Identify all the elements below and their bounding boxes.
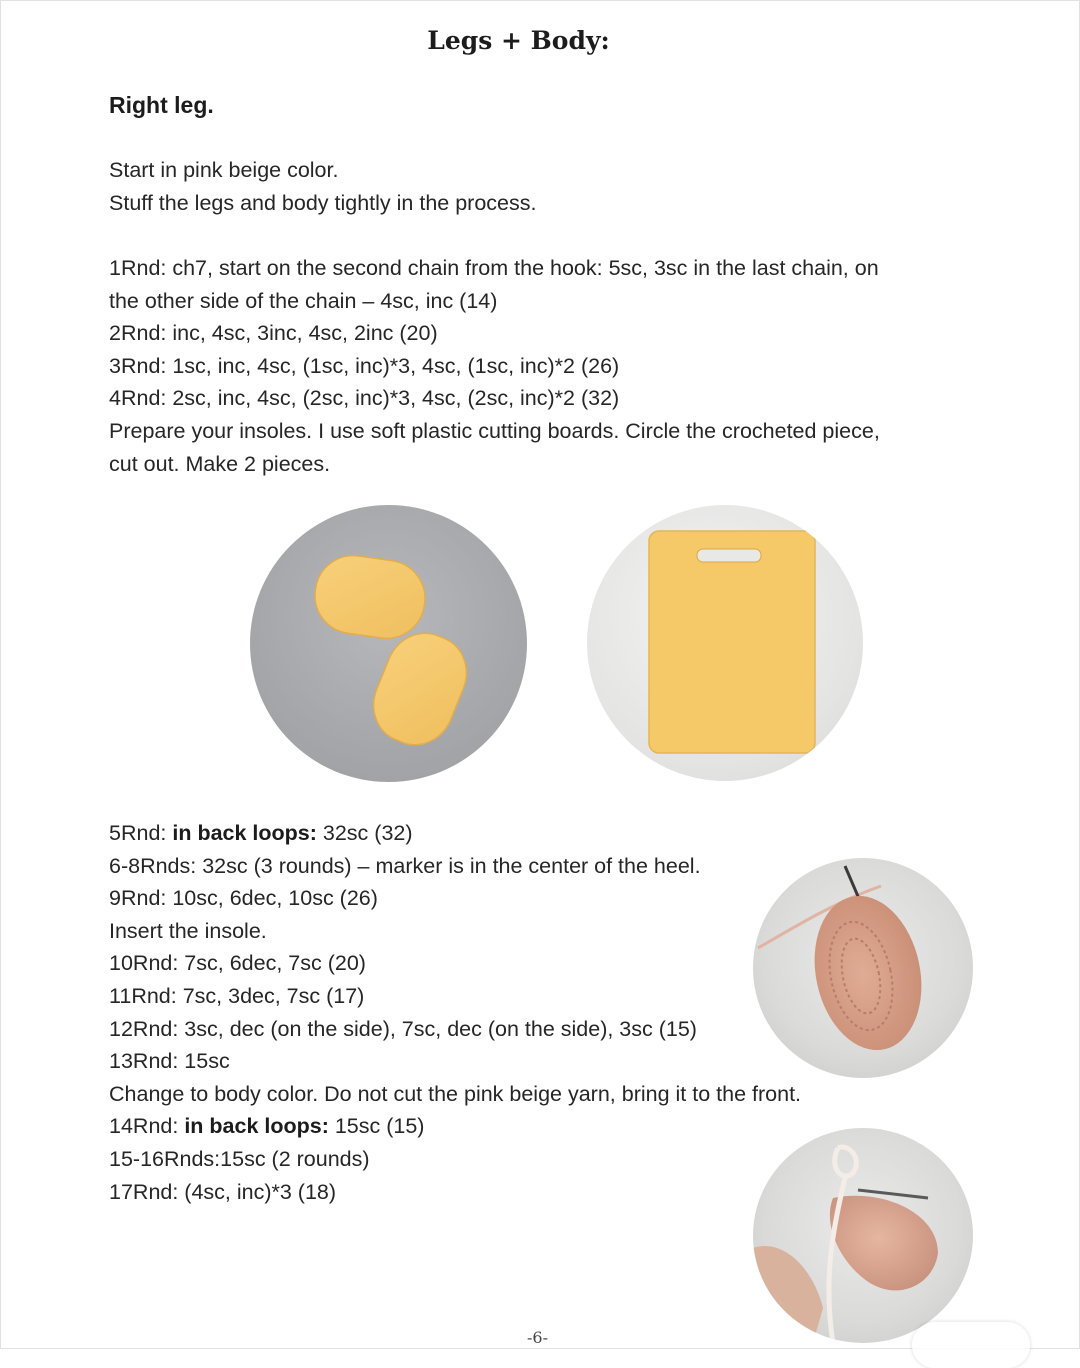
insole-shape <box>310 551 430 644</box>
crocheted-leg <box>830 1196 938 1291</box>
round-14-bold: in back loops: <box>184 1114 329 1139</box>
steps-block-1 <box>109 252 969 480</box>
round-13: 13Rnd: 15sc <box>109 1049 230 1074</box>
round-2: 2Rnd: inc, 4sc, 3inc, 4sc, 2inc (20) <box>109 321 438 346</box>
round-5-rest: 32sc (32) <box>316 821 413 845</box>
round-1-line-1: 1Rnd: ch7, start on the second chain from the hook: 5sc, 3sc in the last chain, on <box>109 256 879 280</box>
cutting-board-shape <box>649 531 815 753</box>
round-9: 9Rnd: 10sc, 6dec, 10sc (26) <box>109 886 378 911</box>
intro-paragraph <box>109 154 969 219</box>
insert-insole: Insert the insole. <box>109 918 267 943</box>
round-3: 3Rnd: 1sc, inc, 4sc, (1sc, inc)*3, 4sc, (1sc, inc)*2 (26) <box>109 353 620 378</box>
leg-with-yarn-photo <box>753 1128 973 1343</box>
page-title: Legs + Body: <box>427 26 610 55</box>
insoles-photo <box>250 505 527 782</box>
round-12: 12Rnd: 3sc, dec (on the side), 7sc, dec (on the side), 3sc (15) <box>109 1016 697 1041</box>
round-5 <box>109 817 969 850</box>
round-10: 10Rnd: 7sc, 6dec, 7sc (20) <box>109 951 366 976</box>
round-11: 11Rnd: 7sc, 3dec, 7sc (17) <box>109 983 365 1008</box>
round-17: 17Rnd: (4sc, inc)*3 (18) <box>109 1179 337 1204</box>
rounds-15-16: 15-16Rnds:15sc (2 rounds) <box>109 1146 370 1171</box>
round-14-prefix: 14Rnd: <box>109 1114 185 1139</box>
rounds-6-8: 6-8Rnds: 32sc (3 rounds) – marker is in the center of the heel. <box>109 853 701 878</box>
prepare-insoles-line-1: Prepare your insoles. I use soft plastic cutting boards. Circle the crocheted piece, <box>109 418 880 443</box>
board-handle-hole <box>697 549 761 562</box>
app-watermark-badge <box>912 1322 1030 1368</box>
round-1-line-2: the other side of the chain – 4sc, inc (14) <box>109 288 498 313</box>
intro-line: Start in pink beige color. <box>109 158 339 182</box>
round-5-bold: in back loops: <box>172 821 317 845</box>
prepare-insoles-line-2: cut out. Make 2 pieces. <box>109 451 331 476</box>
round-4: 4Rnd: 2sc, inc, 4sc, (2sc, inc)*3, 4sc, (2sc, inc)*2 (32) <box>109 386 620 411</box>
section-heading-right-leg: Right leg. <box>109 92 214 118</box>
round-14-rest: 15sc (15) <box>328 1114 425 1139</box>
crocheted-sole-photo <box>753 858 973 1078</box>
cutting-board-illustration <box>587 505 863 781</box>
intro-line: Stuff the legs and body tightly in the process. <box>109 190 537 215</box>
insole-shape <box>362 622 478 756</box>
crocheted-sole-illustration <box>753 858 973 1078</box>
leg-with-yarn-illustration <box>753 1128 973 1343</box>
page-number: -6- <box>527 1328 548 1347</box>
insoles-illustration <box>250 505 527 782</box>
round-5-prefix: 5Rnd: <box>109 821 173 845</box>
change-color: Change to body color. Do not cut the pink beige yarn, bring it to the front. <box>109 1081 802 1106</box>
cutting-board-photo <box>587 505 863 781</box>
